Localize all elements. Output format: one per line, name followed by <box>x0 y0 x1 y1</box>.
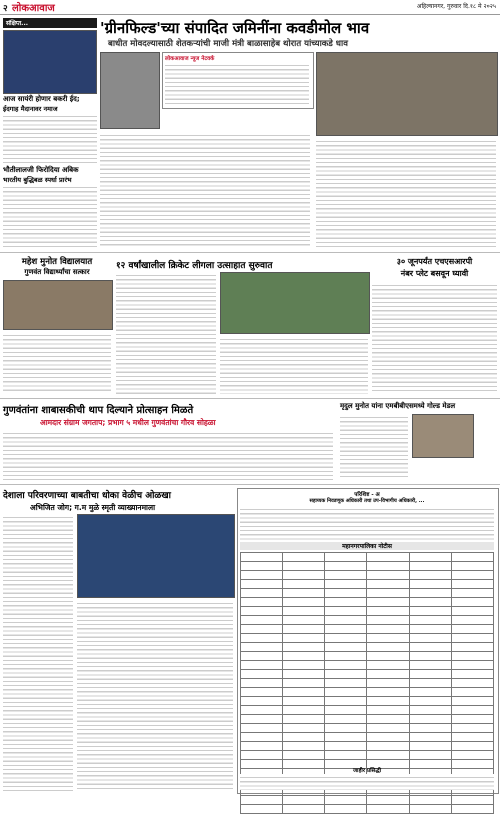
story2-body <box>3 184 97 250</box>
school-headline: महेश मुनोत विद्यालयात <box>21 257 93 267</box>
notice-footer-body <box>240 774 494 790</box>
story2-title: भौतीलालजी फिरोदिया अबिक <box>3 166 79 174</box>
top-box-body <box>165 62 309 104</box>
story1-subtitle: ईदगाह मैदानावर नमाज <box>3 105 58 113</box>
school-body <box>3 332 111 394</box>
story1-body <box>3 113 97 163</box>
section-divider-2 <box>0 398 500 399</box>
students-subhead: आमदार संग्राम जगताप; प्रभाग ५ मधील गुणवंतांचा गौरव सोहळा <box>40 418 216 427</box>
page-number: २ <box>3 4 8 14</box>
lecture-photo <box>77 514 235 598</box>
section-divider-3 <box>0 484 500 485</box>
mosque-photo <box>3 30 97 94</box>
top-story-body <box>100 132 310 247</box>
section-divider <box>0 252 500 253</box>
cricket-body-right <box>220 336 368 394</box>
thorat-photo <box>100 52 160 129</box>
notice-header: परिशिष्ट - अ <box>354 492 380 498</box>
pension-body <box>372 282 497 394</box>
bottom-headline: देशाला परिवरणाच्या बाबतीचा धोका वेळीच ओळखा <box>3 491 171 501</box>
top-subhead: बाधीत मोवदल्यासाठी शेतकऱ्यांची माजी मंत्री बाळासाहेब थोरात यांच्याकडे धाव <box>108 39 348 49</box>
story1-title: आज सायंरी होणार बकरी ईद; <box>3 95 80 103</box>
notice-title: महानगरपालिका नोटीस <box>240 542 494 550</box>
bottom-subhead: अभिजित जोग; ग.म मुळे स्मृती व्याख्यानमाला <box>30 503 156 512</box>
notice-table-header: सहाय्यक निवडणूक अधिकारी तथा उप-विभागीय अधिकारी, ... <box>309 498 425 504</box>
top-headline: 'ग्रीनफिल्ड'च्या संपादित जमिनींना कवडीमोल भाव <box>100 19 370 37</box>
top-story-body-right <box>316 138 496 247</box>
students-body <box>3 430 333 480</box>
top-box-title: लोकआवाज न्यूज नेटवर्क <box>165 56 215 62</box>
cricket-body-left <box>116 272 216 394</box>
cricket-photo <box>220 272 370 334</box>
cricket-headline: १२ वर्षांखालील क्रिकेट लीगला उत्साहात सुरुवात <box>116 261 273 271</box>
notice-footer: जाहीर प्रसिद्धी <box>352 768 382 774</box>
meeting-photo <box>316 52 498 136</box>
notice-intro <box>240 506 494 540</box>
kicker: संक्षिप्त... <box>6 20 29 27</box>
school-photo <box>3 280 113 330</box>
gold-photo <box>412 414 474 458</box>
students-headline: गुणवंतांना शाबासकीची थाप दिल्याने प्रोत्साहन मिळते <box>3 405 194 416</box>
story2-subtitle: भारतीय बुद्धिबळ स्पर्धा प्रारंभ <box>3 176 72 184</box>
dateline: अहिल्यानगर, गुरुवार दि.१८ मे २०२५ <box>416 3 496 10</box>
bottom-body-left <box>3 514 73 792</box>
school-subhead: गुणवंत विद्यार्थ्यांचा सत्कार <box>24 268 90 276</box>
gold-headline: मृदुल मुनोत यांना एमबीबीएसमध्ये गोल्ड मेडल <box>340 402 456 410</box>
notice-table <box>240 552 494 762</box>
paper-name: लोकआवाज <box>12 3 55 14</box>
pension-headline: ३० जूनपर्यंत एचएसआरपी <box>396 257 473 266</box>
gold-body <box>340 414 408 480</box>
pension-subhead: नंबर प्लेट बसवून घ्यावी <box>400 269 469 278</box>
bottom-body-right <box>77 600 233 792</box>
